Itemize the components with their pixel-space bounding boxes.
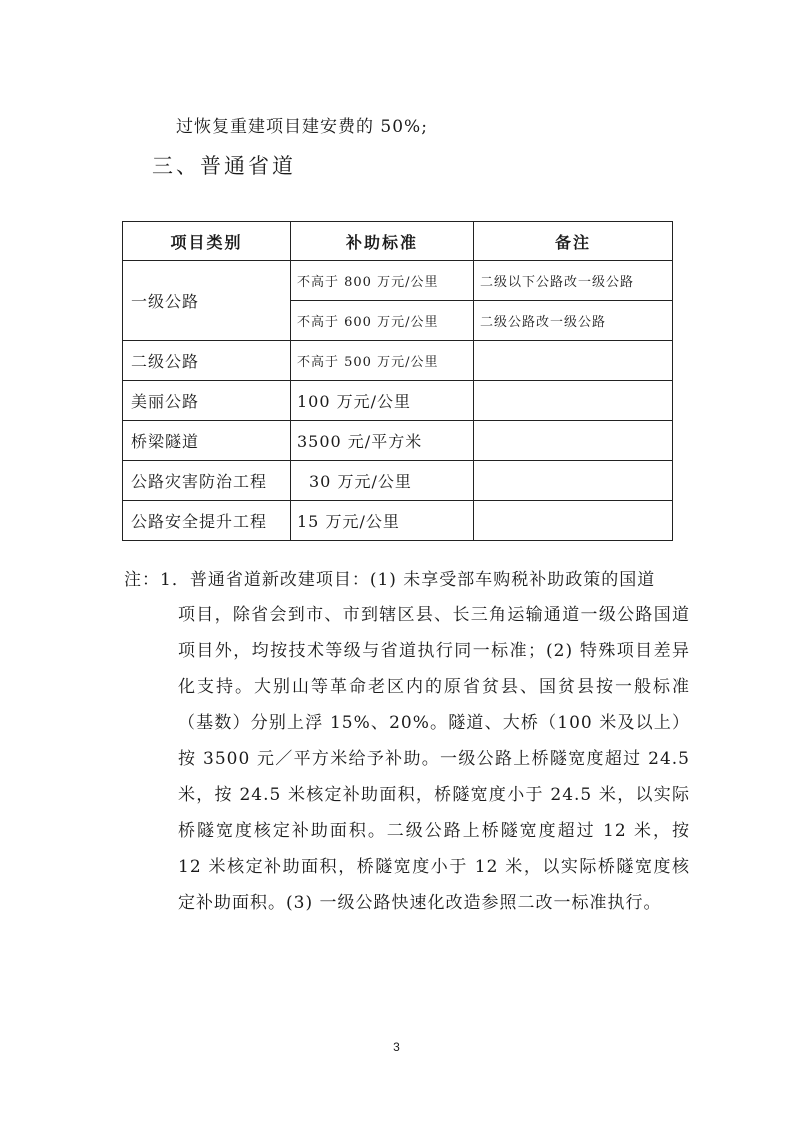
- table-header-row: [123, 222, 673, 261]
- row-standard: 不高于 500 万元/公里: [291, 341, 474, 381]
- row-category: 桥梁隧道: [123, 421, 291, 461]
- row-remark: [474, 341, 673, 381]
- page-number: 3: [393, 1040, 400, 1054]
- row-standard: 30 万元/公里: [291, 461, 474, 501]
- row-standard: 15 万元/公里: [291, 501, 474, 541]
- subsidy-standards-table: [122, 221, 673, 541]
- row-category: 二级公路: [123, 341, 291, 381]
- row-category: 美丽公路: [123, 381, 291, 421]
- table-row: [123, 261, 673, 301]
- row-remark: [474, 421, 673, 461]
- section-heading: 三、普通省道: [152, 154, 296, 178]
- row-standard: 不高于 600 万元/公里: [291, 301, 474, 341]
- row-remark: 二级公路改一级公路: [474, 301, 673, 341]
- table-row: [123, 421, 673, 461]
- header-standard: 补助标准: [291, 222, 474, 261]
- row-category: 公路灾害防治工程: [123, 461, 291, 501]
- header-remark: 备注: [474, 222, 673, 261]
- row-remark: [474, 381, 673, 421]
- intro-line: 过恢复重建项目建安费的 50%;: [176, 117, 428, 137]
- row-standard: 3500 元/平方米: [291, 421, 474, 461]
- row-remark: 二级以下公路改一级公路: [474, 261, 673, 301]
- table-row: [123, 461, 673, 501]
- table-note: [124, 563, 690, 921]
- table-row: [123, 381, 673, 421]
- note-lead: 注：1．普通省道新改建项目：(1) 未享受部车购税补助政策的国道: [124, 570, 656, 590]
- row-category: 公路安全提升工程: [123, 501, 291, 541]
- row-category: 一级公路: [123, 261, 291, 341]
- row-remark: [474, 501, 673, 541]
- header-category: 项目类别: [123, 222, 291, 261]
- row-standard: 不高于 800 万元/公里: [291, 261, 474, 301]
- note-body: 项目，除省会到市、市到辖区县、长三角运输通道一级公路国道项目外，均按技术等级与省道执行同一标准；(2) 特殊项目差异化支持。大别山等革命老区内的原省贫县、国贫县按一般标准（基数）分别上浮 15%、20%。隧道、大桥（100 米及以上）按 3500 元／平方米给予补助。一级公路上桥隧宽度超过 24.5 米，按 24.5 米核定补助面积，桥隧宽度小于 24.5 米，以实际桥隧宽度核定补助面积。二级公路上桥隧宽度超过 12 米，按 12 米核定补助面积，桥隧宽度小于 12 米，以实际桥隧宽度核定补助面积。(3) 一级公路快速化改造参照二改一标准执行。: [178, 605, 690, 913]
- row-standard: 100 万元/公里: [291, 381, 474, 421]
- row-remark: [474, 461, 673, 501]
- table-row: [123, 341, 673, 381]
- table-row: [123, 501, 673, 541]
